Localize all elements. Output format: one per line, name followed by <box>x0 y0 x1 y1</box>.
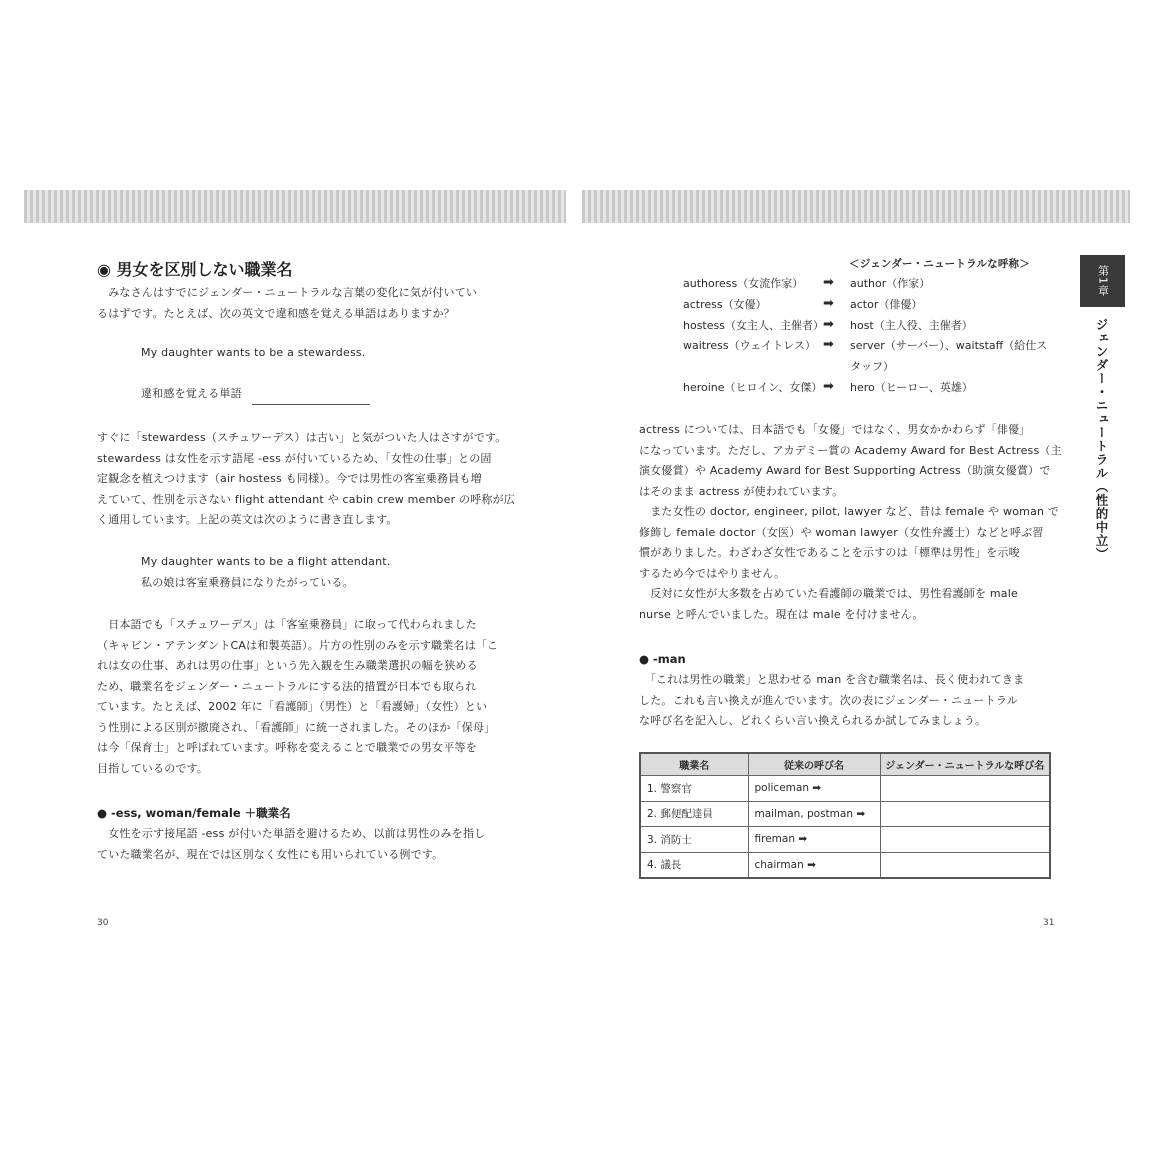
table-row: 2. 郵便配達員 mailman, postman ➡ <box>640 801 1050 827</box>
column-header: ジェンダー・ニュートラルな呼び名 <box>880 753 1050 776</box>
side-title: ジェンダー・ニュートラル（性的中立） <box>1094 318 1109 561</box>
answer-cell[interactable] <box>880 827 1050 853</box>
arrow-icon: ➡ <box>823 295 834 311</box>
header-band <box>582 190 1130 223</box>
right-page: 第1章 ジェンダー・ニュートラル（性的中立） ＜ジェンダー・ニュートラルな呼称＞ authoress（女流作家） ➡ author（作家） actress（女優） ➡ actor（俳優） hostess（女主人、主催者） ➡ host（主人役、主催者） waitress（ウェイトレス） ➡ server（サーバー）、waitstaff（給仕ス タッフ） heroine（ヒロイン、女傑） ➡ hero（ヒーロー、英雄） actress については、日本語でも「女優」ではなく、男女かかわらず「俳優」 になっています。ただし、アカデミー賞の Academy Award for Best Actress（主 演女優賞）や Academy Award for Best Supporting Actress（助演女優賞）で はそのまま actress が使われています。 また女性の doctor, engineer, pilot, lawyer など、昔は female や woman で 修飾し female doctor（女医）や woman lawyer（女性弁護士）などと呼ぶ習 慣がありました。わざわざ女性であることを示すのは「標準は男性」を示唆 するため今ではやりません。 反対に女性が大多数を占めていた看護師の職業では、男性看護師を male nurse と呼んでいました。現在は male を付けません。 ● -man 「これは男性の職業」と思わせる man を含む職業名は、長く使われてきま した。これも言い換えが進んでいます。次の表にジェンダー・ニュートラル な呼び名を記入し、どれくらい言い換えられるか試してみましょう。 職業名 従来の呼び名 ジェンダー・ニュートラルな呼び名 1. 警察官 policeman ➡ 2. 郵便配達員 mailman, postman ➡ 3. 消防士 fireman ➡ 4. 議長 chairman ➡ 31 <box>575 0 1150 1150</box>
occupation-table <box>639 752 1051 879</box>
page-number: 30 <box>97 918 109 928</box>
answer-prompt: 違和感を覚える単語 <box>141 384 370 405</box>
arrow-icon: ➡ <box>823 275 834 290</box>
arrow-icon: ➡ <box>823 337 834 353</box>
section-heading: ◉ 男女を区別しない職業名 <box>97 260 293 279</box>
paragraph-4: 女性を示す接尾語 -ess が付いた単語を避けるため、以前は男性のみを指し ていた職業名が、現在では区別なく女性にも用いられている例です。 <box>97 827 486 861</box>
subheading-man: ● -man <box>639 652 686 666</box>
paragraph-2: すぐに「stewardess（スチュワーデス）は古い」と気がついた人はさすがです。 stewardess は女性を示す語尾 -ess が付いているため、「女性の仕事」との固 定観念を植えつけます（air hostess も同様）。今では男性の客室乗務員も増 えていて、性別を示さない flight attendant や cabin crew member の呼称が広 く通用しています。上記の英文は次のように書き直します。 <box>97 431 515 526</box>
column-header: 従来の呼び名 <box>748 753 880 776</box>
table-row: 3. 消防士 fireman ➡ <box>640 827 1050 853</box>
paragraph-actress: actress については、日本語でも「女優」ではなく、男女かかわらず「俳優」 になっています。ただし、アカデミー賞の Academy Award for Best Actress（主 演女優賞）や Academy Award for Best Supporting Actress（助演女優賞）で はそのまま actress が使われています。 また女性の doctor, engineer, pilot, lawyer など、昔は female や woman で 修飾し female doctor（女医）や woman lawyer（女性弁護士）などと呼ぶ習 慣がありました。わざわざ女性であることを示すのは「標準は男性」を示唆 するため今ではやりません。 反対に女性が大多数を占めていた看護師の職業では、男性看護師を male nurse と呼んでいました。現在は male を付けません。 <box>639 423 1062 621</box>
paragraph-man: 「これは男性の職業」と思わせる man を含む職業名は、長く使われてきま した。これも言い換えが進んでいます。次の表にジェンダー・ニュートラル な呼び名を記入し、どれくらい言い換えられるか試してみましょう。 <box>639 673 1025 727</box>
table-header-row <box>640 753 1050 776</box>
table-row: 1. 警察官 policeman ➡ <box>640 776 1050 802</box>
answer-cell[interactable] <box>880 852 1050 878</box>
paragraph-3: 日本語でも「スチュワーデス」は「客室乗務員」に取って代わられました （キャビン・アテンダントCAは和製英語）。片方の性別のみを示す職業名は「こ れは女の仕事、あれは男の仕事」という先入観を生み職業選択の幅を狭める ため、職業名をジェンダー・ニュートラルにする法的措置が日本でも取られ ています。たとえば、2002 年に「看護師」（男性）と「看護婦」（女性）とい う性別による区別が撤廃され、「看護師」に統一されました。そのほか「保母」 は今「保育士」と呼ばれています。呼称を変えることで職業での男女平等を 目指しているのです。 <box>97 618 499 775</box>
subheading-ess: ● -ess, woman/female ＋職業名 <box>97 806 291 820</box>
header-band <box>24 190 566 223</box>
answer-cell[interactable] <box>880 801 1050 827</box>
page-number: 31 <box>1043 918 1055 928</box>
column-header: 職業名 <box>640 753 748 776</box>
answer-blank[interactable] <box>252 392 370 405</box>
list-header: ＜ジェンダー・ニュートラルな呼称＞ <box>849 258 1030 270</box>
answer-cell[interactable] <box>880 776 1050 802</box>
arrow-icon: ➡ <box>823 316 834 332</box>
arrow-icon: ➡ <box>823 378 834 394</box>
example-sentence-2: My daughter wants to be a flight attendant. 私の娘は客室乗務員になりたがっている。 <box>141 555 391 589</box>
table-row: 4. 議長 chairman ➡ <box>640 852 1050 878</box>
chapter-tab: 第1章 <box>1080 255 1125 307</box>
intro-paragraph: みなさんはすでにジェンダー・ニュートラルな言葉の変化に気が付いてい るはずです。たとえば、次の英文で違和感を覚える単語はありますか？ <box>97 286 478 320</box>
example-sentence-1: My daughter wants to be a stewardess. <box>141 346 366 359</box>
